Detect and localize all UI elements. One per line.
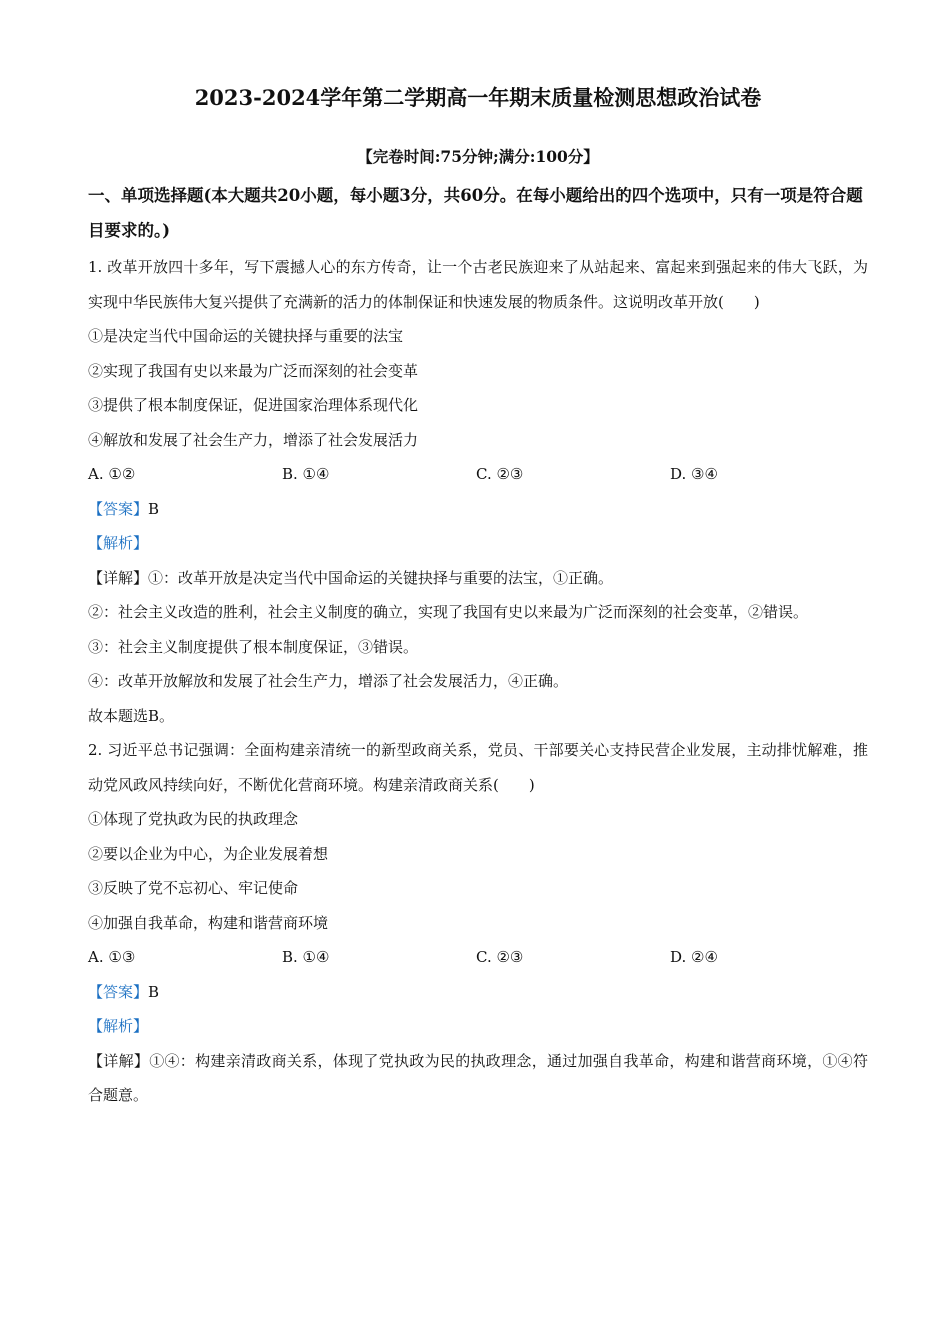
question-2-item-2: ②要以企业为中心，为企业发展着想	[88, 844, 329, 863]
question-1-item-4: ④解放和发展了社会生产力，增添了社会发展活力	[88, 430, 419, 449]
question-1-item-3: ③提供了根本制度保证，促进国家治理体系现代化	[88, 396, 419, 414]
detail-label: 【详解】	[88, 1051, 150, 1070]
question-2-item-3: ③反映了党不忘初心、牢记使命	[88, 879, 299, 897]
question-2-item-4: ④加强自我革命，构建和谐营商环境	[88, 913, 329, 932]
question-1-option-d: D. ③④	[670, 465, 718, 483]
question-1-answer-value: B	[148, 499, 160, 518]
question-1-item-2: ②实现了我国有史以来最为广泛而深刻的社会变革	[88, 361, 419, 380]
detail-label: 【详解】	[88, 568, 149, 587]
analysis-label: 【解析】	[88, 1017, 149, 1035]
question-2-detail	[88, 1044, 868, 1113]
question-1-detail	[88, 561, 868, 596]
question-1-answer	[88, 492, 868, 527]
question-2-option-b: B. ①④	[282, 948, 330, 966]
question-1-option-a: A. ①②	[88, 465, 136, 483]
question-2-option-a: A. ①③	[88, 948, 136, 966]
question-2-item-1: ①体现了党执政为民的执政理念	[88, 810, 299, 828]
answer-label: 【答案】	[88, 499, 149, 518]
analysis-label: 【解析】	[88, 534, 149, 552]
question-1-analysis	[88, 526, 868, 561]
question-2-analysis	[88, 1009, 868, 1044]
question-1-options	[88, 457, 868, 492]
question-1-item-1: ①是决定当代中国命运的关键抉择与重要的法宝	[88, 327, 404, 345]
question-2-option-c: C. ②③	[476, 948, 524, 966]
question-1-detail-2: ②：社会主义改造的胜利，社会主义制度的确立，实现了我国有史以来最为广泛而深刻的社会变革，②错误。	[88, 603, 809, 621]
question-1-stem: 1. 改革开放四十多年，写下震撼人心的东方传奇，让一个古老民族迎来了从站起来、富起来到强起来的伟大飞跃，为实现中华民族伟大复兴提供了充满新的活力的体制保证和快速发展的物质条件。这说明改革开放( )	[88, 258, 868, 311]
exam-time-score: 【完卷时间:75分钟;满分:100分】	[357, 147, 599, 166]
question-2-options	[88, 940, 868, 975]
question-1-detail-3: ③：社会主义制度提供了根本制度保证，③错误。	[88, 637, 419, 656]
section-heading: 一、单项选择题(本大题共20小题，每小题3分，共60分。在每小题给出的四个选项中，只有一项是符合题目要求的。)	[88, 186, 863, 240]
question-1	[88, 250, 868, 733]
exam-page	[88, 78, 868, 1113]
question-2-detail-text: ①④：构建亲清政商关系，体现了党执政为民的执政理念，通过加强自我革命，构建和谐营商环境，①④符合题意。	[88, 1051, 868, 1104]
question-2	[88, 733, 868, 1113]
question-2-option-d: D. ②④	[670, 948, 718, 966]
question-1-option-b: B. ①④	[282, 465, 330, 483]
answer-label: 【答案】	[88, 982, 149, 1001]
question-2-answer-value: B	[148, 982, 160, 1001]
question-2-stem: 2. 习近平总书记强调：全面构建亲清统一的新型政商关系，党员、干部要关心支持民营企业发展，主动排忧解难，推动党风政风持续向好，不断优化营商环境。构建亲清政商关系( )	[88, 741, 868, 794]
exam-title: 2023-2024学年第二学期高一年期末质量检测思想政治试卷	[194, 85, 762, 110]
question-2-answer	[88, 975, 868, 1010]
question-1-conclusion: 故本题选B。	[88, 706, 175, 725]
question-1-option-c: C. ②③	[476, 465, 524, 483]
question-1-detail-text: ①：改革开放是决定当代中国命运的关键抉择与重要的法宝，①正确。	[148, 568, 614, 587]
question-1-detail-4: ④：改革开放解放和发展了社会生产力，增添了社会发展活力，④正确。	[88, 672, 569, 690]
